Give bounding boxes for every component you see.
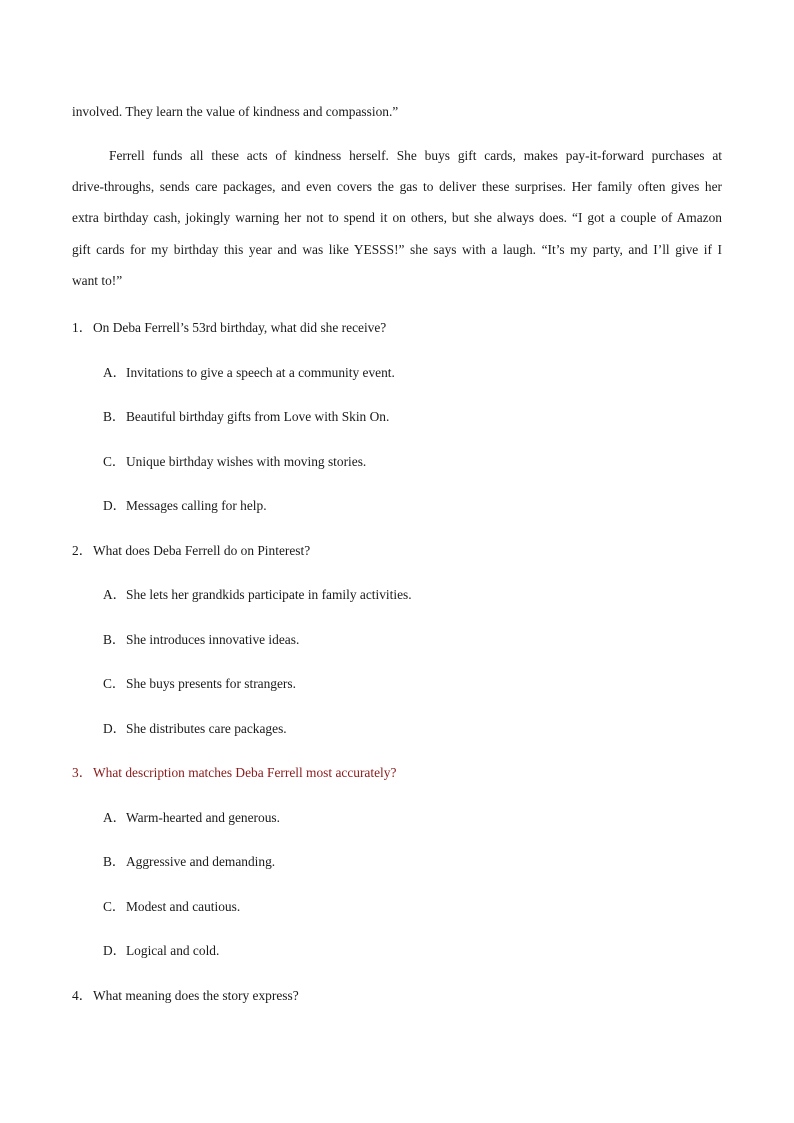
option-letter: D． [103,498,127,513]
question-text: What does Deba Ferrell do on Pinterest? [93,543,311,558]
question-text: What description matches Deba Ferrell most accurately? [93,765,397,780]
question-text: What meaning does the story express? [93,988,299,1003]
passage-line: Ferrell funds all these acts of kindness herself. She buys gift cards, makes pay-it-forward purchases at [109,148,722,163]
question-number: 1． [72,320,93,335]
option-letter: C． [103,899,126,914]
question-1-option-c[interactable] [103,451,366,470]
question-1-option-a[interactable] [103,362,395,381]
question-text: On Deba Ferrell’s 53rd birthday, what did she receive? [93,320,387,335]
passage-line: involved. They learn the value of kindness and compassion.” [72,104,399,119]
question-3-option-c[interactable] [103,896,240,915]
option-letter: B． [103,632,126,647]
question-2 [72,540,310,559]
question-3-option-a[interactable] [103,807,280,826]
question-2-option-a[interactable] [103,584,412,603]
question-number: 3． [72,765,93,780]
question-3 [72,762,396,781]
option-letter: C． [103,454,126,469]
option-letter: A． [103,587,127,602]
option-text: Invitations to give a speech at a community event. [126,365,395,380]
option-text: She introduces innovative ideas. [126,632,300,647]
option-letter: B． [103,854,126,869]
question-number: 2． [72,543,93,558]
question-2-option-d[interactable] [103,718,287,737]
question-number: 4． [72,988,93,1003]
option-letter: A． [103,810,127,825]
option-letter: D． [103,943,127,958]
option-text: Modest and cautious. [126,899,241,914]
question-1-option-d[interactable] [103,495,267,514]
question-1-option-b[interactable] [103,406,389,425]
question-2-option-c[interactable] [103,673,296,692]
option-text: Unique birthday wishes with moving stories. [126,454,367,469]
option-text: Logical and cold. [126,943,220,958]
question-4 [72,985,299,1004]
option-text: Beautiful birthday gifts from Love with Skin On. [126,409,390,424]
passage-line: drive-throughs, sends care packages, and even covers the gas to deliver these surprises. Her family often gives her [72,179,722,194]
option-text: Messages calling for help. [126,498,267,513]
option-text: Warm-hearted and generous. [126,810,280,825]
question-1 [72,317,386,336]
option-text: Aggressive and demanding. [126,854,276,869]
option-letter: C． [103,676,126,691]
passage-line: extra birthday cash, jokingly warning her not to spend it on others, but she always does. “I got a couple of Amazon [72,210,722,225]
question-3-option-d[interactable] [103,940,219,959]
option-text: She distributes care packages. [126,721,287,736]
question-2-option-b[interactable] [103,629,299,648]
option-text: She buys presents for strangers. [126,676,296,691]
option-letter: D． [103,721,127,736]
question-3-option-b[interactable] [103,851,275,870]
option-letter: A． [103,365,127,380]
option-text: She lets her grandkids participate in family activities. [126,587,412,602]
passage-line: want to!” [72,273,123,288]
passage-line: gift cards for my birthday this year and was like YESSS!” she says with a laugh. “It’s my party, and I’ll give if I [72,242,722,257]
option-letter: B． [103,409,126,424]
